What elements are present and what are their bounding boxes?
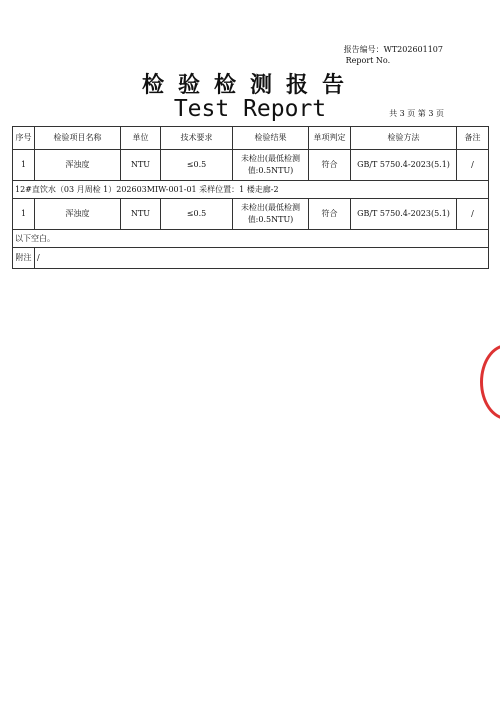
title-chinese: 检验检测报告 bbox=[141, 72, 358, 98]
cell-unit: NTU bbox=[121, 150, 161, 181]
cell-method: GB/T 5750.4-2023(5.1) bbox=[351, 199, 457, 230]
cell-judgement: 符合 bbox=[309, 150, 351, 181]
results-table bbox=[12, 126, 489, 269]
header-judgement: 单项判定 bbox=[309, 127, 351, 150]
title-english: Test Report bbox=[173, 96, 327, 122]
sample-info: 12#直饮水（03 月周检 1）202603MIW-001-01 采样位置：1 楼走廊-2 bbox=[13, 181, 489, 199]
table-header-row bbox=[13, 127, 489, 150]
header-no: 序号 bbox=[13, 127, 35, 150]
note-label: 附注 bbox=[13, 248, 35, 269]
header-item: 检验项目名称 bbox=[35, 127, 121, 150]
table-row bbox=[13, 150, 489, 181]
header-result: 检验结果 bbox=[233, 127, 309, 150]
blank-note: 以下空白。 bbox=[13, 230, 489, 248]
cell-item: 浑浊度 bbox=[35, 150, 121, 181]
header-unit: 单位 bbox=[121, 127, 161, 150]
table-row bbox=[13, 199, 489, 230]
cell-remark: / bbox=[457, 150, 489, 181]
report-number-cn: 报告编号：WT202601107 bbox=[343, 45, 443, 54]
page-indicator: 共 3 页 第 3 页 bbox=[389, 109, 444, 118]
report-number-en: Report No. bbox=[345, 56, 391, 65]
header-remark: 备注 bbox=[457, 127, 489, 150]
cell-no: 1 bbox=[13, 150, 35, 181]
cell-result: 未检出(最低检测值:0.5NTU) bbox=[233, 150, 309, 181]
header-requirement: 技术要求 bbox=[161, 127, 233, 150]
header-method: 检验方法 bbox=[351, 127, 457, 150]
blank-row bbox=[13, 230, 489, 248]
cell-method: GB/T 5750.4-2023(5.1) bbox=[351, 150, 457, 181]
cell-no: 1 bbox=[13, 199, 35, 230]
note-row bbox=[13, 248, 489, 269]
cell-unit: NTU bbox=[121, 199, 161, 230]
report-number bbox=[344, 44, 443, 66]
cell-judgement: 符合 bbox=[309, 199, 351, 230]
cell-result: 未检出(最低检测值:0.5NTU) bbox=[233, 199, 309, 230]
official-seal-stamp bbox=[480, 344, 500, 420]
sample-row bbox=[13, 181, 489, 199]
cell-remark: / bbox=[457, 199, 489, 230]
cell-item: 浑浊度 bbox=[35, 199, 121, 230]
cell-requirement: ≤0.5 bbox=[161, 150, 233, 181]
note-value: / bbox=[35, 248, 489, 269]
cell-requirement: ≤0.5 bbox=[161, 199, 233, 230]
